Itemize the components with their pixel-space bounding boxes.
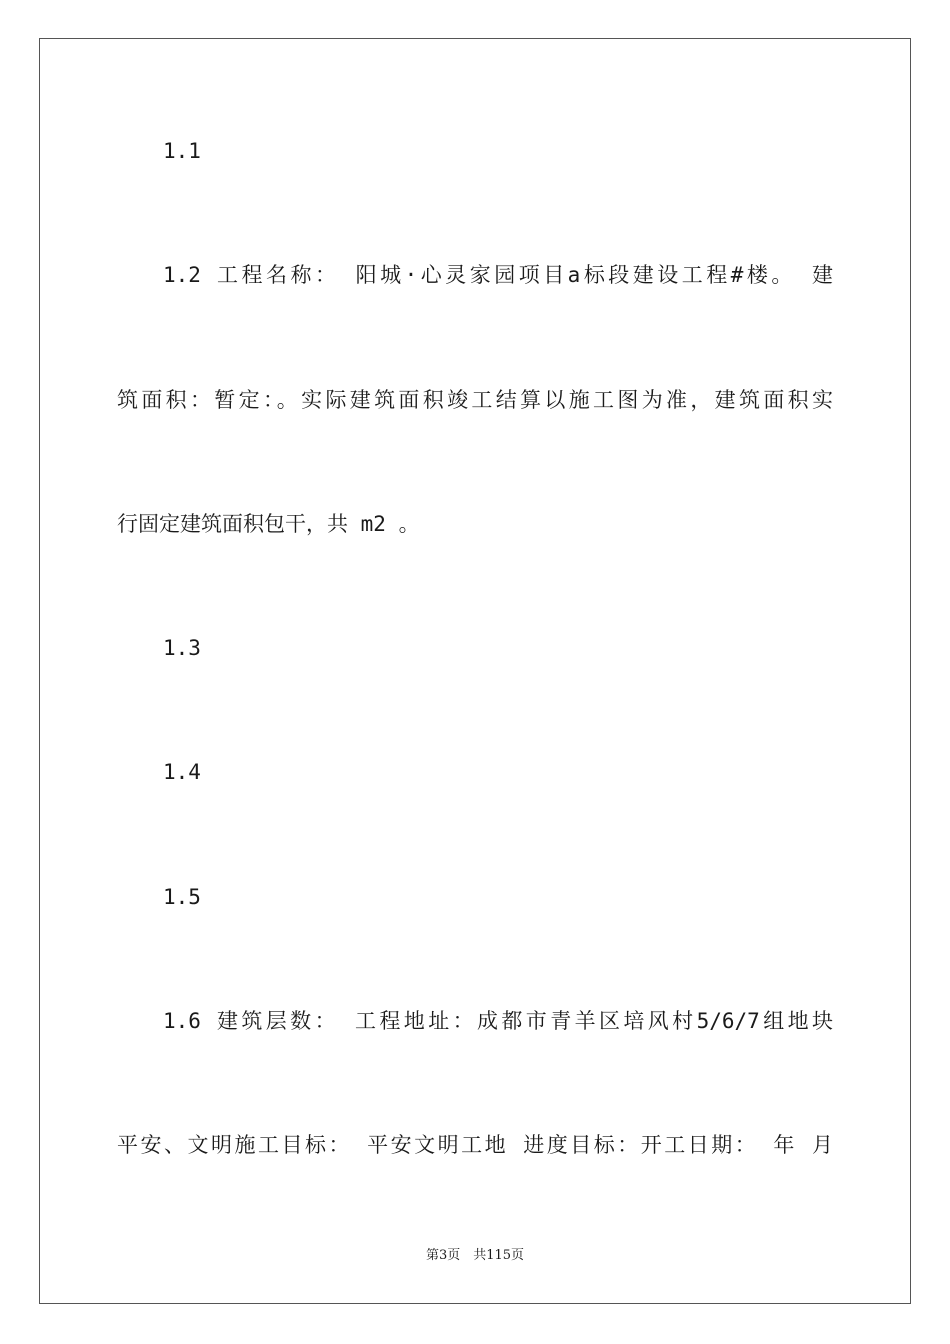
heading-1-5: 1.5: [163, 885, 201, 909]
paragraph-1-6-line-2: 平安、文明施工目标： 平安文明工地 进度目标：开工日期： 年 月: [117, 1133, 833, 1157]
paragraph-1-2-line-1: 1.2 工程名称： 阳城·心灵家园项目a标段建设工程#楼。 建: [163, 263, 833, 287]
paragraph-1-6-line-1: 1.6 建筑层数： 工程地址：成都市青羊区培风村5/6/7组地块: [163, 1009, 833, 1033]
heading-1-4: 1.4: [163, 760, 201, 784]
paragraph-1-2-line-2: 筑面积：暂定：。实际建筑面积竣工结算以施工图为准，建筑面积实: [117, 388, 833, 412]
page-number-footer: 第3页 共115页: [425, 1248, 525, 1263]
page-border: [39, 38, 911, 1304]
heading-1-3: 1.3: [163, 636, 201, 660]
heading-1-1: 1.1: [163, 139, 201, 163]
paragraph-1-2-line-3: 行固定建筑面积包干，共 m2 。: [117, 512, 420, 536]
